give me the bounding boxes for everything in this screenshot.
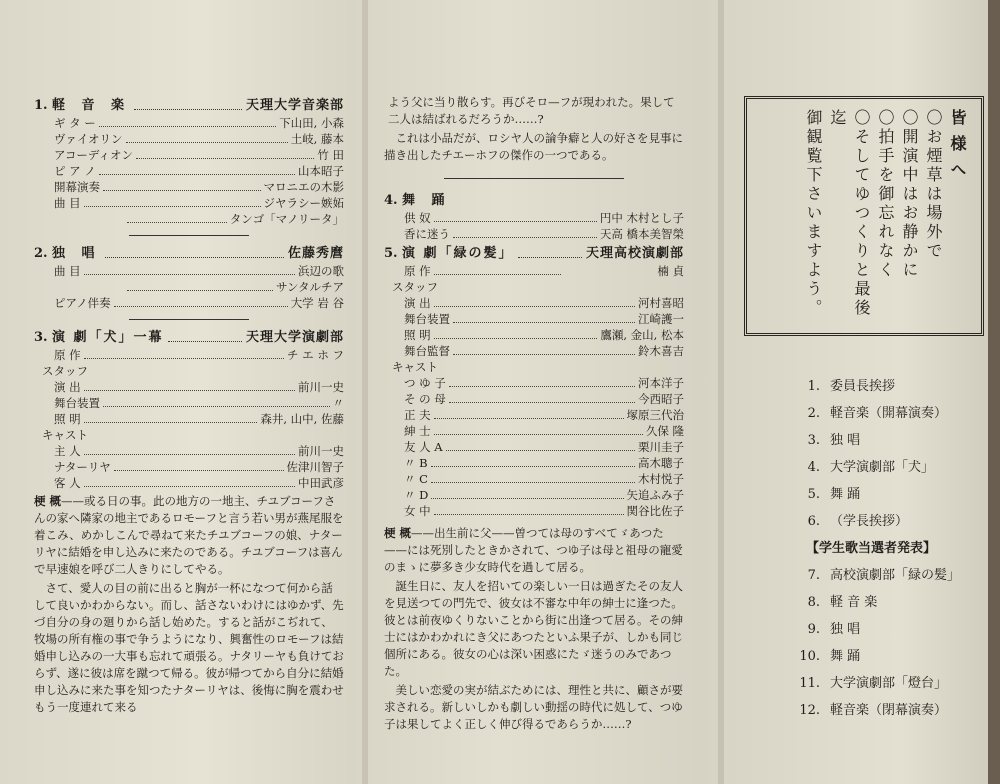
cast-row — [34, 475, 344, 491]
cast-row — [384, 471, 684, 487]
program-number: 12. — [799, 703, 820, 718]
row-label: ヴァイオリン — [54, 132, 123, 146]
program-title: 軽音楽（開幕演奏） — [830, 406, 948, 421]
section-performer: 佐藤秀麿 — [287, 246, 344, 261]
section-number: 5. — [384, 246, 398, 261]
row-label: ピアノ伴奏 — [54, 296, 111, 310]
section-title: 軽 音 楽 — [52, 98, 131, 113]
synopsis-paragraph-3: 美しい恋愛の実が結ぶためには、理性と共に、顧さが要求される。新しいしかも劇しい動揺の時代に処して、つゆ子は果してよく正しく伸び得るであらうか……? — [384, 683, 683, 731]
divider — [444, 178, 624, 179]
instrument-row — [34, 211, 344, 227]
staff-row — [34, 411, 344, 427]
section-2-header — [34, 244, 344, 263]
row-value: 下山田, 小森 — [279, 116, 344, 130]
leader-dots — [114, 470, 284, 471]
cast-row — [384, 487, 684, 503]
instrument-row — [34, 131, 344, 147]
row-label: つ ゆ 子 — [404, 376, 446, 390]
page-edge — [988, 0, 1000, 784]
leader-dots — [127, 222, 227, 223]
section-number: 3. — [34, 330, 48, 345]
leader-dots — [434, 338, 598, 339]
program-number: 9. — [807, 622, 820, 637]
program-item — [790, 616, 970, 643]
leader-dots — [431, 466, 635, 467]
row-label: 〃 B — [404, 456, 428, 470]
row-value: 鷹瀬, 金山, 松本 — [600, 328, 684, 342]
program-item — [790, 454, 970, 481]
leader-dots — [431, 482, 635, 483]
left-column — [34, 94, 344, 716]
leader-dots — [434, 306, 635, 307]
program-list — [790, 373, 970, 724]
row-value: 江崎護一 — [638, 312, 684, 326]
program-title: 委員長挨拶 — [830, 379, 896, 394]
instrument-row — [34, 195, 344, 211]
instrument-row — [34, 163, 344, 179]
cast-row — [384, 407, 684, 423]
row-value: タンゴ「マノリータ」 — [229, 212, 344, 226]
leader-dots — [446, 450, 635, 451]
cast-list — [384, 375, 684, 519]
cast-label: キャスト — [42, 428, 88, 442]
leader-dots — [99, 174, 295, 175]
row-label: 香に迷う — [404, 227, 450, 241]
section-title: 演 劇「犬」一幕 — [52, 330, 164, 345]
program-title: 軽 音 楽 — [830, 595, 878, 610]
row-value: 大学 岩 谷 — [290, 296, 344, 310]
cast-row — [384, 455, 684, 471]
program-number: 10. — [799, 649, 820, 664]
program-item — [790, 643, 970, 670]
row-label: アコーディオン — [54, 148, 134, 162]
program-item — [790, 400, 970, 427]
staff-label: スタッフ — [392, 280, 438, 294]
program-title: （学長挨拶） — [830, 514, 909, 529]
staff-row — [384, 327, 684, 343]
synopsis-paragraph-2: 誕生日に、友人を招いての楽しい一日は過ぎたその友人を見送つての門先で、彼女は不審な中年の紳士に逢つた。彼とは前夜ゆくりないことから街に出逢つて居る。その紳士にはかわかれにき父にあつたといふ果子が、しかも同じ個所にある。彼女の心は深い困惑にたゞ迷うのみであつた。 — [384, 579, 683, 678]
original-author-row: 原 作 楠 貞 — [404, 264, 684, 278]
fold-line — [362, 0, 368, 784]
row-label: ナターリヤ — [54, 460, 111, 474]
row-value: ジヤラシー嫉妬 — [263, 196, 344, 210]
row-value: 前川一史 — [298, 444, 344, 458]
instrument-row — [34, 147, 344, 163]
row-label: 舞台監督 — [404, 344, 450, 358]
section-5-header — [384, 244, 684, 263]
cast-row — [384, 375, 684, 391]
row-value: 〃 — [332, 396, 344, 410]
row-value: 佐津川智子 — [286, 460, 344, 474]
row-value: 河村喜昭 — [638, 296, 684, 310]
row-value: 高木聰子 — [638, 456, 684, 470]
row-label: 〃 C — [404, 472, 428, 486]
program-item — [790, 589, 970, 616]
program-number: 11. — [799, 676, 820, 691]
leader-dots — [99, 126, 276, 127]
row-value: 円中 木村とし子 — [599, 211, 684, 225]
program-item — [790, 508, 970, 535]
notice-text — [801, 109, 969, 325]
row-label: 演 出 — [54, 380, 81, 394]
leader-dots — [453, 322, 635, 323]
row-label: 正 夫 — [404, 408, 431, 422]
leader-dots — [114, 306, 288, 307]
middle-column — [384, 92, 684, 733]
row-value: 栗川圭子 — [638, 440, 684, 454]
instrument-row — [34, 115, 344, 131]
notice-heading: 皆様へ — [948, 109, 967, 187]
row-value: 前川一史 — [298, 380, 344, 394]
row-label: 供 奴 — [404, 211, 431, 225]
leader-dots — [453, 354, 635, 355]
leader-dots — [453, 237, 597, 238]
leader-dots — [168, 328, 242, 342]
leader-dots — [84, 390, 295, 391]
cast-label: キャスト — [392, 360, 438, 374]
section-number: 4. — [384, 193, 398, 208]
leader-dots — [431, 498, 623, 499]
row-label: そ の 母 — [404, 392, 446, 406]
row-value: 山本昭子 — [298, 164, 344, 178]
notice-line: 〇そしてゆつくりと最後迄 — [828, 109, 871, 318]
row-label: 照 明 — [54, 412, 81, 426]
row-label: 客 人 — [54, 476, 81, 490]
program-number: 6. — [807, 514, 820, 529]
staff-row — [34, 395, 344, 411]
leader-dots — [105, 244, 284, 258]
row-value: 鈴木喜吉 — [638, 344, 684, 358]
program-title: 軽音楽（閉幕演奏） — [830, 703, 948, 718]
program-title: 高校演劇部「緑の髪」 — [830, 568, 961, 583]
section-title: 演 劇「緑の髪」 — [402, 246, 514, 261]
program-item — [790, 481, 970, 508]
cast-row — [34, 443, 344, 459]
program-number: 5. — [807, 487, 820, 502]
row-value: 中田武彦 — [298, 476, 344, 490]
section-title: 独 唱 — [52, 246, 101, 261]
program-item — [790, 535, 970, 562]
section-performer: 天理高校演劇部 — [585, 246, 684, 261]
row-value: 今西昭子 — [638, 392, 684, 406]
row-label: 主 人 — [54, 444, 81, 458]
leader-dots — [84, 486, 295, 487]
section-4-header — [384, 191, 684, 210]
program-number: 1. — [807, 379, 820, 394]
commentary-paragraph: これは小品だが、ロシヤ人の論争癖と人の好さを見事に描き出したチエーホフの傑作の一つである。 — [384, 131, 683, 162]
song-row — [34, 263, 344, 279]
leader-dots — [103, 190, 261, 191]
original-author-row: 原 作 チ エ ホ フ — [54, 348, 344, 362]
row-label: ギ タ ー — [54, 116, 96, 130]
section-1-header — [34, 96, 344, 115]
section-performer: 天理大学演劇部 — [245, 330, 344, 345]
program-item — [790, 427, 970, 454]
synopsis-paragraph: 梗 概——或る日の事。此の地方の一地主、チユブコーフさんの家へ隣家の地主であるロモーフと言う若い男が燕尾服を着こみ、めかしこんで尋ねて来たチユブコーフの娘、ナターリヤに結婚を申し込みに来たのである。チユブコーフは喜んで早速娘を呼び二人きりにしてやる。 — [34, 494, 344, 576]
notice-line: 〇開演中はお静かに — [900, 109, 919, 280]
leader-dots — [434, 434, 643, 435]
row-label: 曲 目 — [54, 196, 81, 210]
cast-row — [34, 459, 344, 475]
row-label: 曲 目 — [54, 264, 81, 278]
program-title: 独 唱 — [830, 433, 861, 448]
program-number: 7. — [807, 568, 820, 583]
row-value: マロニエの木影 — [263, 180, 344, 194]
program-title: 舞 踊 — [830, 649, 861, 664]
row-label: 紳 士 — [404, 424, 431, 438]
program-item — [790, 562, 970, 589]
leader-dots — [127, 290, 273, 291]
row-label: 照 明 — [404, 328, 431, 342]
leader-dots — [449, 402, 635, 403]
leader-dots — [434, 418, 624, 419]
leader-dots — [518, 244, 582, 258]
notice-line: 〇拍手を御忘れなく — [876, 109, 895, 280]
staff-label: スタッフ — [42, 364, 88, 378]
row-value: 矢追ふみ子 — [626, 488, 684, 502]
row-label: 演 出 — [404, 296, 431, 310]
row-label: 〃 D — [404, 488, 429, 502]
row-value: サンタルチア — [276, 280, 344, 294]
row-label: 女 中 — [404, 504, 431, 518]
dance-row — [384, 210, 684, 226]
row-value: 天高 橋本美智榮 — [599, 227, 684, 241]
row-value: 森井, 山中, 佐藤 — [260, 412, 344, 426]
program-item — [790, 697, 970, 724]
row-value: 河本洋子 — [638, 376, 684, 390]
row-value: 木村悦子 — [638, 472, 684, 486]
leader-dots — [136, 158, 314, 159]
notice-line: 〇お煙草は場外で — [924, 109, 943, 261]
section-number: 2. — [34, 246, 48, 261]
cast-row — [384, 503, 684, 519]
row-label: 舞台装置 — [54, 396, 100, 410]
row-value: 竹 田 — [317, 148, 344, 162]
section-performer: 天理大学音楽部 — [245, 98, 344, 113]
cast-row — [384, 391, 684, 407]
staff-list — [384, 295, 684, 359]
staff-list — [34, 379, 344, 427]
program-title: 大学演劇部「燈台」 — [830, 676, 948, 691]
program-title: 大学演劇部「犬」 — [830, 460, 935, 475]
synopsis-paragraph-2: さて、愛人の目の前に出ると胸が一杯になつて何から話して良いかわからない。而し、話さないわけにはゆかず、先づ自分の身の廻りから話し始めた。すると話がこぢれて、牧場の所有権の事で争うようになり、興奮性のロモーフは結婚申し込みの一大事も忘れて頑張る。ナタリーヤも負けておらず、遂に彼は席を蹴つて帰る。彼が帰つてから自分に結婚申し込みに来た事を知つたナターリヤは、後悔に胸を震わせもう一度連れて来る — [34, 581, 344, 714]
row-label: 開幕演奏 — [54, 180, 100, 194]
leader-dots — [84, 274, 295, 275]
program-title: 独 唱 — [830, 622, 861, 637]
program-number: 8. — [807, 595, 820, 610]
program-title: 舞 踊 — [830, 487, 861, 502]
dance-row — [384, 226, 684, 242]
notice-line: 御観覧下さいますよう。 — [804, 109, 823, 318]
synopsis-continuation: よう父に当り散らす。再びそロ—フが現われた。果して二人は結ばれるだろうか……? — [388, 95, 675, 126]
cast-row — [384, 423, 684, 439]
song-row — [34, 279, 344, 295]
section-2-rows — [34, 263, 344, 311]
row-label: 友 人 A — [404, 440, 443, 454]
row-value: 塚原三代治 — [626, 408, 684, 422]
leader-dots — [84, 454, 295, 455]
row-value: 土岐, 藤本 — [290, 132, 344, 146]
row-label: 舞台装置 — [404, 312, 450, 326]
row-value: 関谷比佐子 — [626, 504, 684, 518]
leader-dots — [84, 422, 258, 423]
staff-row — [384, 343, 684, 359]
song-row — [34, 295, 344, 311]
program-number: 3. — [807, 433, 820, 448]
staff-row — [34, 379, 344, 395]
staff-row — [384, 295, 684, 311]
staff-row — [384, 311, 684, 327]
notice-box — [744, 96, 984, 336]
leader-dots — [134, 96, 242, 110]
synopsis-paragraph: 梗 概——出生前に父——曽つては母のすべてゞあつた——には死別したときかされて、つゆ子は母と祖母の寵愛のまゝに夢多き少女時代を過して居る。 — [384, 526, 683, 574]
section-4-rows — [384, 210, 684, 242]
program-item — [790, 373, 970, 400]
section-3-header — [34, 328, 344, 347]
cast-list — [34, 443, 344, 491]
program-number: 2. — [807, 406, 820, 421]
cast-row — [384, 439, 684, 455]
leader-dots — [103, 406, 330, 407]
row-value: 浜辺の歌 — [298, 264, 344, 278]
leader-dots — [434, 221, 597, 222]
leader-dots — [449, 386, 635, 387]
section-title: 舞 踊 — [402, 193, 451, 208]
program-item — [790, 670, 970, 697]
leader-dots — [434, 514, 624, 515]
leader-dots — [126, 142, 288, 143]
fold-line — [718, 0, 724, 784]
row-label: ピ ア ノ — [54, 164, 96, 178]
divider — [129, 235, 249, 236]
divider — [129, 319, 249, 320]
instrument-row — [34, 179, 344, 195]
section-number: 1. — [34, 98, 48, 113]
row-value: 久保 隆 — [645, 424, 684, 438]
program-announcement: 【学生歌当選者発表】 — [806, 541, 937, 556]
leader-dots — [84, 206, 261, 207]
program-number: 4. — [807, 460, 820, 475]
section-1-rows — [34, 115, 344, 227]
